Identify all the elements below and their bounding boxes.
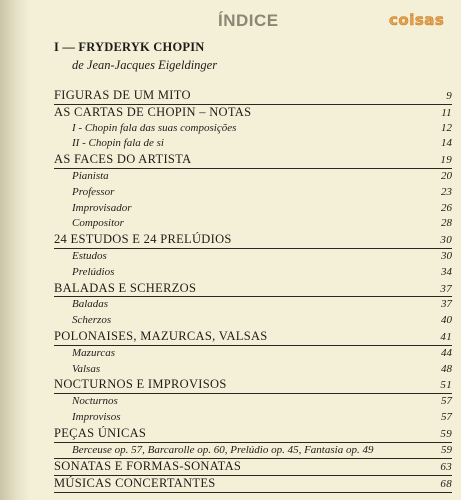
page-title: ÍNDICE <box>218 11 279 30</box>
toc-subentry <box>54 169 452 185</box>
toc-entry-label: Pianista <box>72 169 109 182</box>
toc-chapter-entry <box>54 476 452 493</box>
toc-chapter-entry <box>54 426 452 443</box>
toc-page-number: 68 <box>440 478 452 491</box>
toc-entry-label: BALADAS E SCHERZOS <box>54 280 197 295</box>
toc-entry-label: Scherzos <box>72 314 112 327</box>
toc-subentry <box>54 346 452 362</box>
toc-chapter-entry <box>54 232 452 249</box>
toc-subentry <box>54 121 452 137</box>
toc-page-number: 30 <box>441 249 452 262</box>
section-author: de Jean-Jacques Eigeldinger <box>72 58 218 72</box>
toc-chapter-entry <box>54 88 452 105</box>
toc-page-number: 12 <box>441 121 452 134</box>
toc-page-number: 28 <box>441 217 452 230</box>
toc-subentry <box>54 394 452 410</box>
toc-page-number: 20 <box>441 169 452 182</box>
toc-page-number: 19 <box>440 154 452 167</box>
toc-chapter-entry <box>54 105 452 121</box>
toc-page-number: 30 <box>440 234 452 247</box>
page-gutter-shadow <box>0 0 30 500</box>
toc-subentry <box>54 201 452 217</box>
toc-entry-label: Compositor <box>72 217 124 230</box>
page-header <box>0 8 461 38</box>
toc-entry-label: NOCTURNOS E IMPROVISOS <box>54 377 227 392</box>
toc-entry-label: I - Chopin fala das suas composições <box>72 121 237 134</box>
toc-entry-label: Nocturnos <box>72 395 118 408</box>
toc-entry-label: MÚSICAS CONCERTANTES <box>54 476 216 491</box>
toc-chapter-entry <box>54 329 452 346</box>
toc-subentry <box>54 313 452 329</box>
toc-chapter-entry <box>54 281 452 298</box>
toc-entry-label: PEÇAS ÚNICAS <box>54 425 147 440</box>
toc-subentry <box>54 136 452 152</box>
toc-entry-label: Baladas <box>72 298 109 311</box>
toc-subentry <box>54 249 452 265</box>
toc-entry-label: POLONAISES, MAZURCAS, VALSAS <box>54 328 268 343</box>
section-heading: I — FRYDERYK CHOPIN <box>54 40 205 54</box>
toc-page-number: 34 <box>441 265 452 278</box>
toc-entry-label: FIGURAS DE UM MITO <box>54 88 191 102</box>
toc-subentry <box>54 216 452 232</box>
toc-page-number: 23 <box>441 185 452 198</box>
toc-entry-label: Improvisador <box>72 201 132 214</box>
toc-subentry <box>54 443 452 460</box>
toc-page-number: 57 <box>441 395 452 408</box>
toc-page-number: 37 <box>440 282 452 295</box>
toc-subentry <box>54 362 452 378</box>
toc-page-number: 26 <box>441 201 452 214</box>
toc-entry-label: Prelúdios <box>72 265 115 278</box>
toc-page-number: 11 <box>441 106 452 119</box>
toc-page-number: 59 <box>441 443 452 456</box>
brand-logo: coisas <box>389 11 445 29</box>
toc-entry-label: II - Chopin fala de si <box>72 137 164 150</box>
toc-chapter-entry <box>54 152 452 169</box>
toc-entry-label: Mazurcas <box>72 346 115 359</box>
toc-subentry <box>54 185 452 201</box>
toc-entry-label: Valsas <box>72 362 101 375</box>
toc-page-number: 44 <box>441 346 452 359</box>
toc-entry-label: SONATAS E FORMAS-SONATAS <box>54 459 242 474</box>
toc-entry-label: Estudos <box>72 249 107 262</box>
toc-entry-label: 24 ESTUDOS E 24 PRELÚDIOS <box>54 232 232 247</box>
toc-page-number: 37 <box>441 298 452 311</box>
toc-page-number: 57 <box>441 410 452 423</box>
toc-chapter-entry <box>54 377 452 394</box>
toc-page-number: 41 <box>440 330 452 343</box>
toc-page-number: 63 <box>440 461 452 474</box>
toc-entry-label: Improvisos <box>72 410 121 423</box>
toc-chapter-entry <box>54 459 452 476</box>
table-of-contents <box>54 88 452 493</box>
toc-page-number: 9 <box>446 90 452 102</box>
toc-page-number: 51 <box>440 379 452 392</box>
toc-subentry <box>54 265 452 281</box>
toc-subentry <box>54 410 452 426</box>
toc-entry-label: AS FACES DO ARTISTA <box>54 152 192 167</box>
toc-entry-label: Berceuse op. 57, Barcarolle op. 60, Prelúdio op. 45, Fantasia op. 49 <box>72 443 374 456</box>
toc-entry-label: Professor <box>72 185 115 198</box>
toc-page-number: 48 <box>441 362 452 375</box>
toc-subentry <box>54 297 452 313</box>
toc-page-number: 59 <box>440 427 452 440</box>
toc-page-number: 40 <box>441 314 452 327</box>
toc-entry-label: AS CARTAS DE CHOPIN – NOTAS <box>54 104 252 119</box>
toc-page-number: 14 <box>441 137 452 150</box>
